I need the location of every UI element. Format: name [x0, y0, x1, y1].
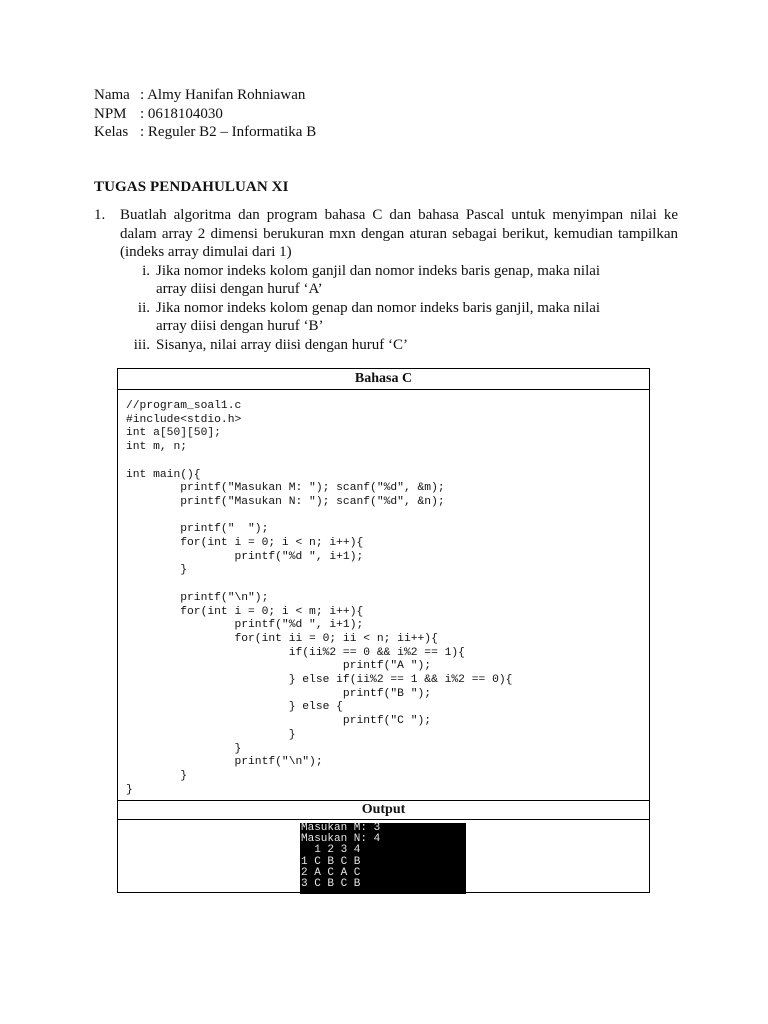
sub-item-number: i. — [142, 262, 150, 279]
output-header: Output — [118, 800, 649, 820]
identity-label: NPM — [94, 105, 127, 122]
sub-item-number: iii. — [133, 336, 150, 353]
sub-item-text: Jika nomor indeks kolom ganjil dan nomor indeks baris genap, maka nilai array diisi dengan huruf ‘A’ — [156, 262, 601, 297]
identity-row-name — [94, 86, 316, 105]
document-title: TUGAS PENDAHULUAN XI — [94, 179, 289, 195]
code-table-header: Bahasa C — [118, 369, 649, 390]
identity-label: Nama — [94, 87, 130, 103]
student-identity — [94, 86, 316, 142]
task-item — [94, 206, 678, 354]
task-sub-item — [94, 299, 678, 336]
code-table — [117, 368, 650, 893]
sub-item-text: Sisanya, nilai array diisi dengan huruf ‘C’ — [156, 336, 409, 353]
identity-value: : Reguler B2 – Informatika B — [140, 124, 317, 140]
output-area — [118, 820, 649, 894]
task-number: 1. — [94, 207, 106, 223]
identity-row-class — [94, 123, 316, 142]
sub-item-text: Jika nomor indeks kolom genap dan nomor indeks baris ganjil, maka nilai array diisi dengan huruf ‘B’ — [156, 299, 601, 334]
task-text: Buatlah algoritma dan program bahasa C dan bahasa Pascal untuk menyimpan nilai ke dalam array 2 dimensi berukuran mxn dengan aturan sebagai berikut, kemudian tampilkan (indeks array dimulai dari 1) — [120, 207, 678, 260]
source-code-block: //program_soal1.c #include<stdio.h> int a[50][50]; int m, n; int main(){ printf("Masukan M: "); scanf("%d", &m); printf("Masukan N: "); scanf("%d", &n); printf(" "); for(int i = 0; i < n; i++){ printf("%d ", i+1); } printf("\n"); for(int i = 0; i < m; i++){ printf("%d ", i+1); for(int ii = 0; ii < n; ii++){ if(ii%2 == 0 && i%2 == 1){ printf("A "); } else if(ii%2 == 1 && i%2 == 0){ printf("B "); } else { printf("C "); } } printf("\n"); } } — [126, 400, 513, 796]
identity-value: : Almy Hanifan Rohniawan — [140, 87, 306, 103]
console-output-screenshot: Masukan M: 3 Masukan N: 4 1 2 3 4 1 C B C B 2 A C A C 3 C B C B — [300, 823, 466, 894]
task-sub-item — [94, 336, 678, 355]
identity-row-npm — [94, 105, 316, 124]
identity-label: Kelas — [94, 124, 129, 140]
sub-item-number: ii. — [137, 299, 150, 316]
identity-value: : 0618104030 — [140, 105, 223, 122]
task-sub-item — [94, 262, 678, 299]
task-sub-list — [94, 262, 678, 355]
